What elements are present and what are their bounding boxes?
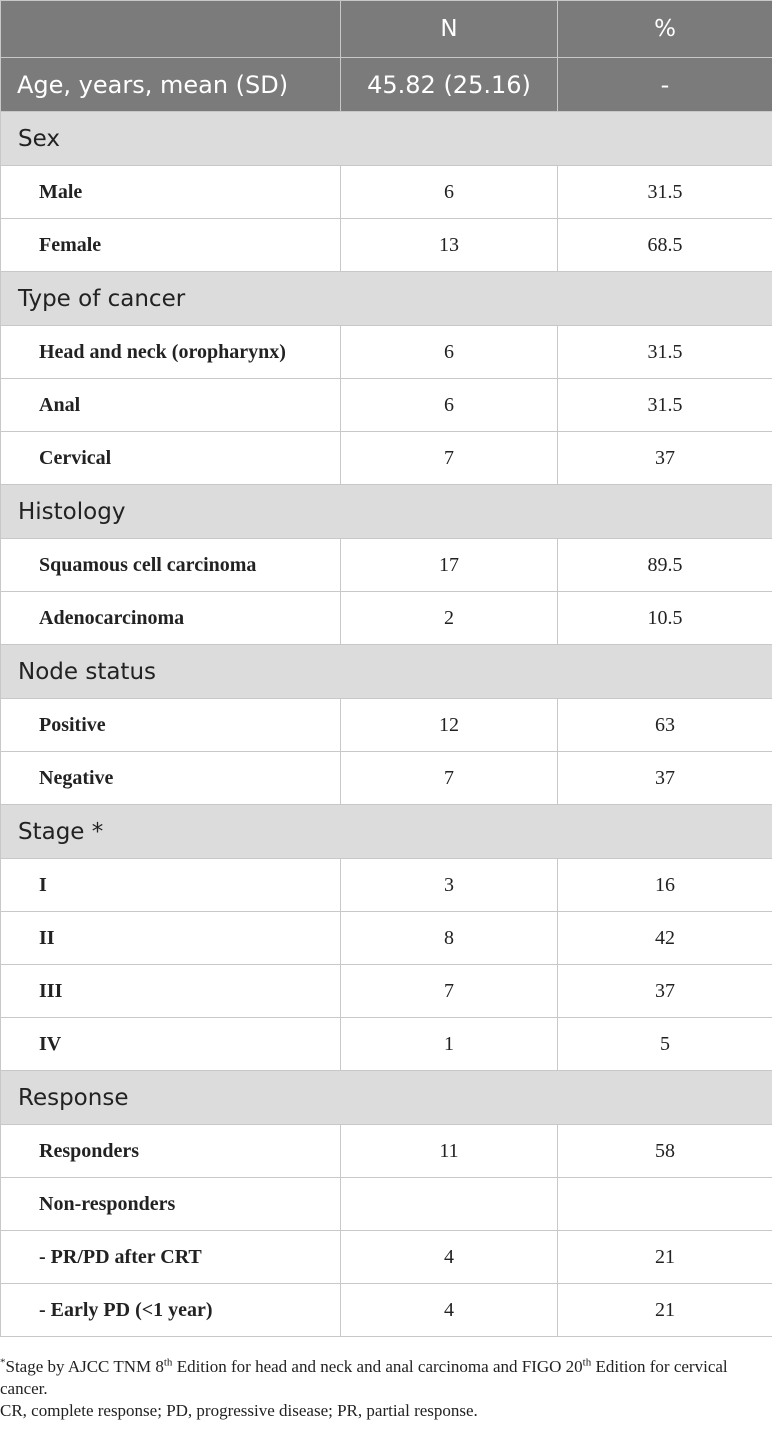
age-row — [1, 58, 772, 112]
table-row — [1, 1018, 772, 1071]
header-pct-cell: % — [558, 1, 772, 58]
row-pct-value: 58 — [558, 1125, 772, 1178]
table-row — [1, 432, 772, 485]
table-header-row — [1, 1, 772, 58]
row-pct-value: 31.5 — [558, 326, 772, 379]
table-row — [1, 912, 772, 965]
stage-footnote — [0, 1356, 772, 1400]
row-n-value: 7 — [341, 432, 558, 485]
row-pct-value: 89.5 — [558, 539, 772, 592]
age-label: Age, years, mean (SD) — [1, 58, 341, 112]
table-row — [1, 1231, 772, 1284]
age-pct: - — [558, 58, 772, 112]
row-n-value: 6 — [341, 326, 558, 379]
row-pct-value: 37 — [558, 965, 772, 1018]
row-pct-value: 42 — [558, 912, 772, 965]
row-pct-value: 31.5 — [558, 379, 772, 432]
row-label: I — [1, 859, 341, 912]
footnote-part-1: Stage by AJCC TNM 8 — [5, 1357, 164, 1376]
table-row — [1, 1125, 772, 1178]
row-label: Negative — [1, 752, 341, 805]
row-pct-value: 63 — [558, 699, 772, 752]
footnote-part-3: Edition for cervical cancer. — [0, 1357, 728, 1398]
row-n-value: 17 — [341, 539, 558, 592]
footnote-sup-2: th — [582, 1356, 592, 1369]
row-pct-value: 31.5 — [558, 166, 772, 219]
table-row — [1, 166, 772, 219]
row-n-value: 4 — [341, 1231, 558, 1284]
table-row — [1, 752, 772, 805]
row-pct-value: 37 — [558, 432, 772, 485]
section-header-row — [1, 112, 772, 166]
section-header-row — [1, 645, 772, 699]
table-row — [1, 1178, 772, 1231]
row-pct-value: 21 — [558, 1231, 772, 1284]
table-footnote — [0, 1356, 772, 1422]
table-row — [1, 539, 772, 592]
section-header-row — [1, 485, 772, 539]
row-n-value: 3 — [341, 859, 558, 912]
row-n-value — [341, 1178, 558, 1231]
footnote-part-2: Edition for head and neck and anal carcinoma and FIGO 20 — [172, 1357, 583, 1376]
footnote-sup-1: th — [163, 1356, 173, 1369]
footnote-star: * — [0, 1356, 6, 1369]
section-title: Node status — [1, 645, 772, 699]
row-n-value: 13 — [341, 219, 558, 272]
row-n-value: 6 — [341, 166, 558, 219]
section-title: Histology — [1, 485, 772, 539]
table-row — [1, 326, 772, 379]
row-n-value: 11 — [341, 1125, 558, 1178]
section-title: Response — [1, 1071, 772, 1125]
table-row — [1, 699, 772, 752]
row-pct-value: 21 — [558, 1284, 772, 1337]
section-header-row — [1, 1071, 772, 1125]
section-title: Type of cancer — [1, 272, 772, 326]
row-label: Female — [1, 219, 341, 272]
row-label: Adenocarcinoma — [1, 592, 341, 645]
row-label: Male — [1, 166, 341, 219]
row-pct-value — [558, 1178, 772, 1231]
row-pct-value: 68.5 — [558, 219, 772, 272]
row-n-value: 6 — [341, 379, 558, 432]
table-body — [1, 1, 772, 1337]
row-label: II — [1, 912, 341, 965]
section-header-row — [1, 805, 772, 859]
row-n-value: 2 — [341, 592, 558, 645]
table-row — [1, 965, 772, 1018]
header-n-cell: N — [341, 1, 558, 58]
row-pct-value: 10.5 — [558, 592, 772, 645]
table-row — [1, 1284, 772, 1337]
row-label: III — [1, 965, 341, 1018]
row-label: Non-responders — [1, 1178, 341, 1231]
table-row — [1, 592, 772, 645]
row-label: Anal — [1, 379, 341, 432]
section-title: Stage * — [1, 805, 772, 859]
row-label: Squamous cell carcinoma — [1, 539, 341, 592]
row-label: Head and neck (oropharynx) — [1, 326, 341, 379]
header-label-cell — [1, 1, 341, 58]
section-title: Sex — [1, 112, 772, 166]
row-pct-value: 37 — [558, 752, 772, 805]
row-label: Responders — [1, 1125, 341, 1178]
table-row — [1, 219, 772, 272]
row-label: IV — [1, 1018, 341, 1071]
table-row — [1, 379, 772, 432]
row-pct-value: 5 — [558, 1018, 772, 1071]
row-label: Cervical — [1, 432, 341, 485]
age-n: 45.82 (25.16) — [341, 58, 558, 112]
row-n-value: 7 — [341, 965, 558, 1018]
row-label: Positive — [1, 699, 341, 752]
row-label: - PR/PD after CRT — [1, 1231, 341, 1284]
row-n-value: 1 — [341, 1018, 558, 1071]
table-row — [1, 859, 772, 912]
row-n-value: 12 — [341, 699, 558, 752]
row-n-value: 4 — [341, 1284, 558, 1337]
row-label: - Early PD (<1 year) — [1, 1284, 341, 1337]
row-n-value: 7 — [341, 752, 558, 805]
section-header-row — [1, 272, 772, 326]
abbreviations-footnote: CR, complete response; PD, progressive disease; PR, partial response. — [0, 1401, 478, 1420]
row-n-value: 8 — [341, 912, 558, 965]
row-pct-value: 16 — [558, 859, 772, 912]
